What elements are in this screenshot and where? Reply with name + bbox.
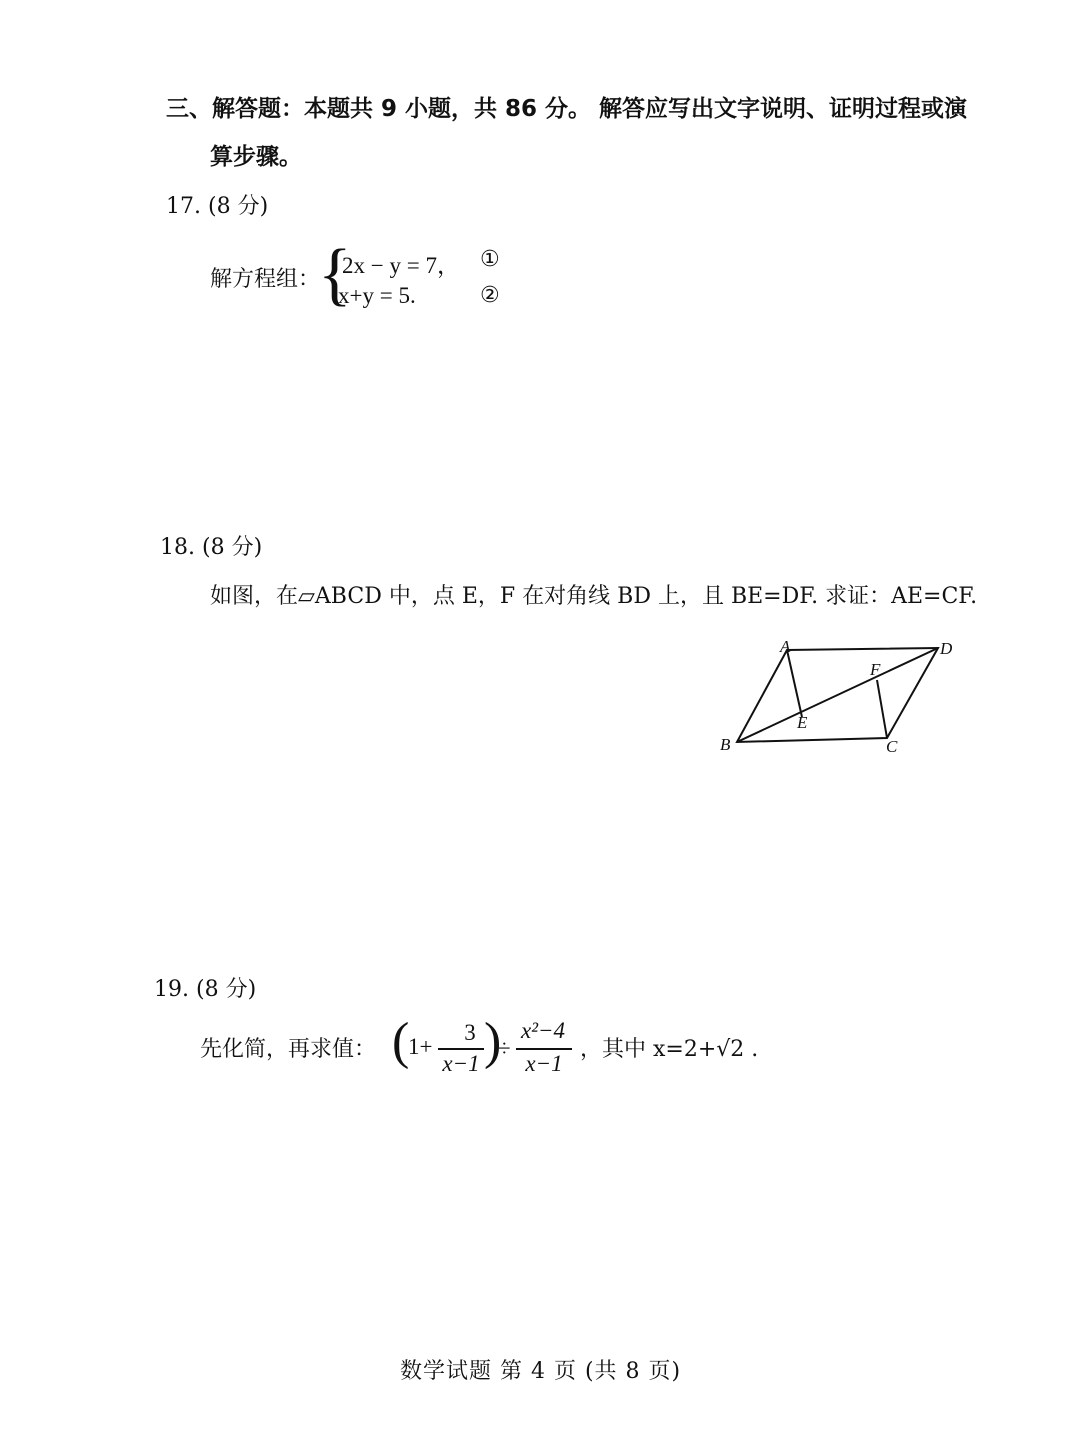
paren-close: ) [484, 1013, 502, 1070]
equation-2-marker: ② [480, 283, 500, 308]
question-19-tail: ，其中 x=2+√2 . [580, 1037, 759, 1062]
question-18-header [160, 533, 262, 563]
fraction-2-bar [516, 1048, 572, 1050]
question-19-points: (8 分) [196, 977, 257, 1002]
label-a: A [780, 637, 791, 656]
question-19-prompt: 先化简，再求值： [200, 1037, 377, 1062]
question-17-prompt: 解方程组： [210, 267, 321, 292]
section-heading: 三、解答题：本题共 9 小题，共 86 分。 解答应写出文字说明、证明过程或演 [166, 96, 968, 122]
system-brace: { [318, 236, 352, 313]
label-d: D [940, 639, 953, 658]
label-c: C [886, 737, 898, 756]
question-18-points: (8 分) [202, 535, 263, 560]
page-footer: 数学试题 第 4 页 (共 8 页) [400, 1359, 682, 1384]
question-19-header [154, 975, 256, 1005]
equation-1-marker: ① [480, 247, 500, 272]
parallelogram-figure [700, 630, 970, 760]
segment-cf [877, 680, 887, 738]
segment-ae [787, 650, 802, 717]
divide-sign: ÷ [498, 1036, 511, 1061]
question-18-statement: 如图，在▱ABCD 中，点 E，F 在对角线 BD 上，且 BE=DF. 求证：AE=CF. [210, 584, 978, 609]
label-b: B [720, 735, 731, 754]
one-plus: 1+ [408, 1034, 433, 1059]
label-e: E [797, 713, 808, 732]
fraction-1-numerator: 3 [464, 1020, 476, 1045]
question-18-number: 18. [160, 535, 195, 560]
fraction-2-numerator: x²−4 [520, 1018, 566, 1043]
paren-open: ( [392, 1013, 410, 1070]
question-17-header [166, 192, 268, 222]
fraction-1-denominator: x−1 [442, 1051, 480, 1076]
question-17-number: 17. [166, 194, 201, 219]
question-17-points: (8 分) [208, 194, 269, 219]
equation-2: x+y = 5. [338, 283, 416, 308]
section-heading-continued: 算步骤。 [210, 144, 302, 170]
equation-1: 2x − y = 7， [342, 253, 460, 278]
fraction-2-denominator: x−1 [525, 1051, 563, 1076]
fraction-1-bar [438, 1048, 484, 1050]
label-f: F [870, 660, 881, 679]
diagonal-bd [737, 648, 938, 742]
question-19-number: 19. [154, 977, 189, 1002]
